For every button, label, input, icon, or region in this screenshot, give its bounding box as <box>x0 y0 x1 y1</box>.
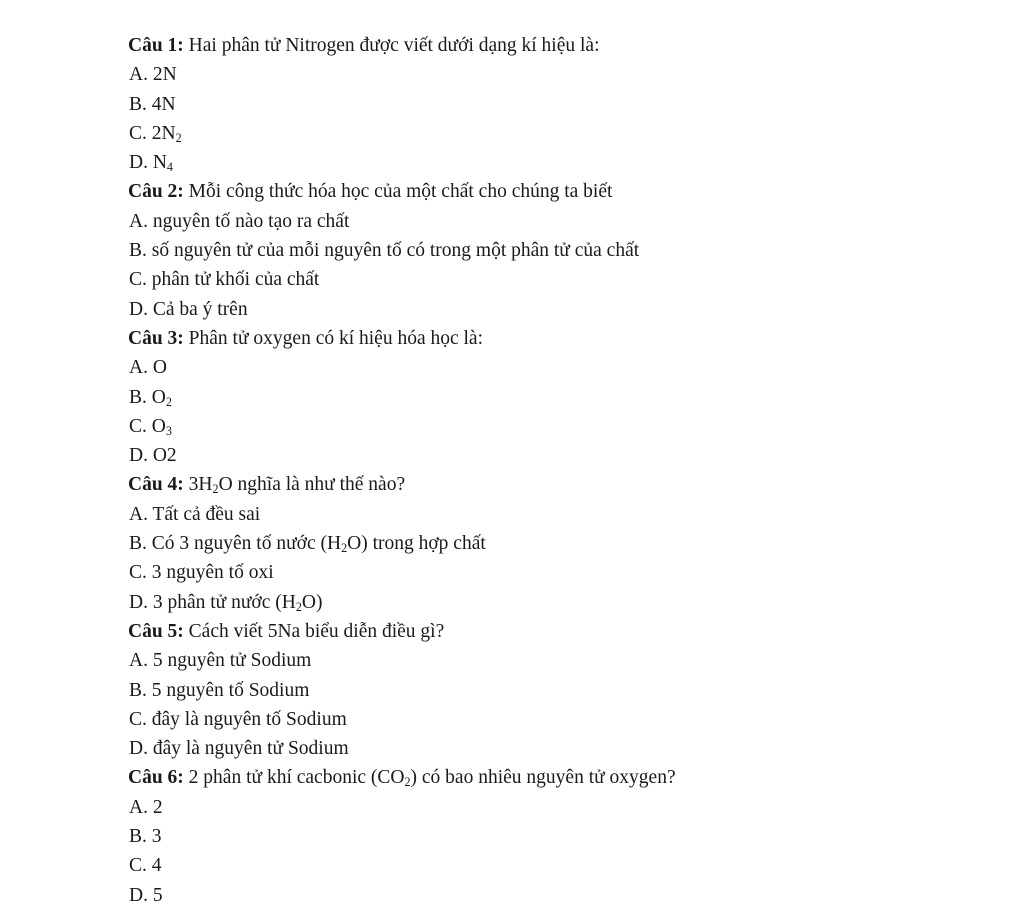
question-4-option-d <box>128 588 1008 617</box>
question-1-option-c <box>128 119 1008 148</box>
question-6-option-c <box>128 851 1008 880</box>
text-run: O) trong hợp chất <box>347 533 486 555</box>
text-run: D. đây là nguyên tử Sodium <box>129 738 349 760</box>
subscript: 2 <box>295 599 302 614</box>
subscript: 4 <box>166 160 173 175</box>
question-2 <box>128 177 1008 206</box>
question-label: Câu 1: <box>128 35 184 56</box>
text-run: D. O2 <box>129 445 177 467</box>
question-4-option-a <box>128 500 1008 529</box>
question-6-option-b <box>128 822 1008 851</box>
question-label: Câu 3: <box>128 327 184 349</box>
text-run: D. 3 phân tử nước (H <box>129 591 296 613</box>
text-run: D. Cả ba ý trên <box>129 298 248 320</box>
quiz-document <box>128 31 1008 910</box>
question-label: Câu 4: <box>128 474 184 496</box>
question-2-option-d <box>128 295 1008 324</box>
question-5-option-a <box>128 646 1008 675</box>
text-run: ) có bao nhiêu nguyên tử oxygen? <box>410 767 676 789</box>
text-run: C. 4 <box>129 855 162 877</box>
text-run: O) <box>301 591 323 613</box>
text-run: A. nguyên tố nào tạo ra chất <box>129 210 350 232</box>
text-run: Mỗi công thức hóa học của một chất cho chúng ta biết <box>183 181 613 203</box>
text-run: A. 2N <box>129 64 177 86</box>
question-2-option-c <box>128 265 1008 294</box>
text-run: B. số nguyên tử của mỗi nguyên tố có trong một phân tử của chất <box>129 240 640 262</box>
question-3-option-d <box>128 441 1008 470</box>
text-run: C. O <box>129 415 166 437</box>
question-5-option-c <box>128 705 1008 734</box>
question-label: Câu 2: <box>128 181 184 203</box>
text-run: 2 phân tử khí cacbonic (CO <box>183 767 405 789</box>
text-run: B. 3 <box>129 826 162 848</box>
question-3-option-c <box>128 412 1008 441</box>
question-4-option-c <box>128 558 1008 587</box>
question-6-option-a <box>128 793 1008 822</box>
text-run: 3H <box>183 474 213 496</box>
subscript: 2 <box>341 541 348 556</box>
text-run: B. 4N <box>129 93 176 115</box>
question-label: Câu 5: <box>128 620 184 642</box>
question-4 <box>128 470 1008 499</box>
question-6-option-d <box>128 881 1008 910</box>
question-4-option-b <box>128 529 1008 558</box>
question-2-option-a <box>128 207 1008 236</box>
question-1-option-a <box>128 60 1008 89</box>
text-run: C. 3 nguyên tố oxi <box>129 562 274 584</box>
subscript: 2 <box>212 482 219 497</box>
text-run: A. 5 nguyên tử Sodium <box>129 650 312 672</box>
question-1-option-d <box>128 148 1008 177</box>
text-run: O nghĩa là như thế nào? <box>218 474 406 496</box>
text-run: A. Tất cả đều sai <box>129 503 261 525</box>
question-5 <box>128 617 1008 646</box>
question-label: Câu 6: <box>128 767 184 789</box>
question-5-option-d <box>128 734 1008 763</box>
question-1 <box>128 31 1008 60</box>
text-run: C. 2N <box>129 122 176 144</box>
text-run: A. O <box>129 357 167 379</box>
text-run: B. Có 3 nguyên tố nước (H <box>129 533 342 555</box>
subscript: 3 <box>165 423 172 438</box>
text-run: C. đây là nguyên tố Sodium <box>129 708 347 730</box>
question-2-option-b <box>128 236 1008 265</box>
text-run: Hai phân tử Nitrogen được viết dưới dạng kí hiệu là: <box>183 35 600 56</box>
question-3 <box>128 324 1008 353</box>
text-run: Phân tử oxygen có kí hiệu hóa học là: <box>183 327 484 349</box>
text-run: Cách viết 5Na biểu diễn điều gì? <box>183 620 445 642</box>
text-run: B. O <box>129 386 166 408</box>
question-3-option-b <box>128 383 1008 412</box>
text-run: B. 5 nguyên tố Sodium <box>129 679 310 701</box>
text-run: D. 5 <box>129 884 163 906</box>
text-run: A. 2 <box>129 796 163 818</box>
question-6 <box>128 763 1008 792</box>
question-3-option-a <box>128 353 1008 382</box>
question-1-option-b <box>128 90 1008 119</box>
text-run: D. N <box>129 152 167 174</box>
text-run: C. phân tử khối của chất <box>129 269 320 291</box>
subscript: 2 <box>404 775 411 790</box>
subscript: 2 <box>165 394 172 409</box>
subscript: 2 <box>175 130 182 145</box>
question-5-option-b <box>128 676 1008 705</box>
